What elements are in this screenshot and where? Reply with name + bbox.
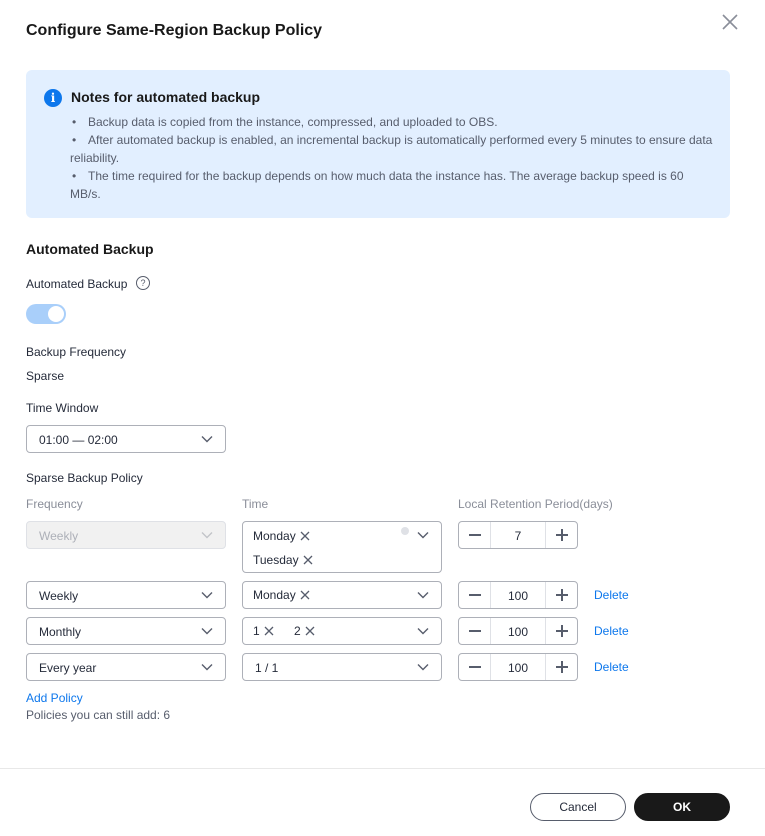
increment-button[interactable]: [545, 618, 577, 644]
dialog-title: Configure Same-Region Backup Policy: [26, 22, 323, 39]
chevron-down-icon: [417, 663, 429, 671]
time-tag: [253, 585, 310, 605]
retention-stepper-row3: [458, 617, 578, 645]
time-select-row4[interactable]: [242, 653, 442, 681]
toggle-knob: [48, 306, 64, 322]
time-window-select[interactable]: [26, 425, 226, 453]
time-tag: [253, 550, 313, 570]
time-tag-label: 2: [294, 624, 301, 638]
remove-tag-icon[interactable]: [264, 626, 274, 636]
chevron-down-icon: [417, 531, 429, 539]
ok-button[interactable]: OK: [634, 793, 730, 821]
remove-tag-icon[interactable]: [300, 590, 310, 600]
cancel-button[interactable]: Cancel: [530, 793, 626, 821]
retention-value[interactable]: 100: [507, 589, 529, 603]
backup-frequency-value: Sparse: [26, 369, 65, 383]
decrement-button[interactable]: [459, 582, 491, 608]
retention-stepper-row2: [458, 581, 578, 609]
footer-divider: [0, 768, 765, 769]
decrement-button[interactable]: [459, 522, 491, 548]
chevron-down-icon: [201, 531, 213, 539]
automated-backup-label: Automated Backup: [26, 277, 128, 291]
frequency-select-row4[interactable]: [26, 653, 226, 681]
frequency-value: Weekly: [39, 589, 79, 603]
info-icon: i: [44, 89, 62, 107]
column-header-frequency: Frequency: [26, 497, 83, 511]
backup-frequency-label: Backup Frequency: [26, 345, 127, 359]
notice-list: [70, 113, 715, 203]
add-policy-link[interactable]: Add Policy: [26, 691, 83, 705]
time-tag-label: Monday: [253, 529, 296, 543]
delete-policy-link[interactable]: Delete: [594, 624, 629, 638]
retention-stepper-row4: [458, 653, 578, 681]
remove-tag-icon[interactable]: [303, 555, 313, 565]
decrement-button[interactable]: [459, 618, 491, 644]
frequency-value: Weekly: [39, 529, 79, 543]
retention-stepper-row1: [458, 521, 578, 549]
frequency-select-row3[interactable]: [26, 617, 226, 645]
time-tag: [253, 526, 310, 546]
chevron-down-icon: [417, 591, 429, 599]
increment-button[interactable]: [545, 654, 577, 680]
chevron-down-icon: [201, 591, 213, 599]
frequency-select-row1: [26, 521, 226, 549]
retention-value[interactable]: 100: [507, 661, 529, 675]
time-multiselect-row1[interactable]: [242, 521, 442, 573]
notice-item: • After automated backup is enabled, an incremental backup is automatically performed every 5 minutes to ensure data reliability.: [70, 131, 715, 167]
time-window-value: 01:00 — 02:00: [39, 433, 118, 447]
time-value: 1 / 1: [255, 661, 279, 675]
help-icon[interactable]: ?: [136, 276, 150, 290]
time-multiselect-row3[interactable]: [242, 617, 442, 645]
notice-item: • The time required for the backup depends on how much data the instance has. The average backup speed is 60 MB/s.: [70, 167, 715, 203]
chevron-down-icon: [201, 435, 213, 443]
chevron-down-icon: [201, 627, 213, 635]
retention-value[interactable]: 100: [507, 625, 529, 639]
time-tag-label: Monday: [253, 588, 296, 602]
time-tag: [294, 621, 315, 641]
sparse-policy-label: Sparse Backup Policy: [26, 471, 143, 485]
column-header-retention: Local Retention Period(days): [458, 497, 613, 511]
section-title-automated-backup: Automated Backup: [26, 241, 154, 257]
chevron-down-icon: [417, 627, 429, 635]
time-tag: [253, 621, 274, 641]
frequency-value: Every year: [39, 661, 97, 675]
close-icon[interactable]: [720, 12, 740, 32]
remaining-policies-note: Policies you can still add: 6: [26, 708, 171, 722]
increment-button[interactable]: [545, 582, 577, 608]
notice-item: • Backup data is copied from the instance, compressed, and uploaded to OBS.: [70, 113, 715, 131]
frequency-select-row2[interactable]: [26, 581, 226, 609]
notice-panel: [26, 70, 730, 218]
retention-value[interactable]: 7: [514, 529, 522, 543]
notice-title: Notes for automated backup: [71, 89, 261, 105]
increment-button[interactable]: [545, 522, 577, 548]
chevron-down-icon: [201, 663, 213, 671]
remove-tag-icon[interactable]: [305, 626, 315, 636]
delete-policy-link[interactable]: Delete: [594, 660, 629, 674]
time-multiselect-row2[interactable]: [242, 581, 442, 609]
time-tag-label: 1: [253, 624, 260, 638]
remove-tag-icon[interactable]: [300, 531, 310, 541]
time-window-label: Time Window: [26, 401, 99, 415]
column-header-time: Time: [242, 497, 269, 511]
frequency-value: Monthly: [39, 625, 82, 639]
decrement-button[interactable]: [459, 654, 491, 680]
delete-policy-link[interactable]: Delete: [594, 588, 629, 602]
scroll-indicator: [401, 527, 409, 535]
time-tag-label: Tuesday: [253, 553, 299, 567]
automated-backup-toggle[interactable]: [26, 304, 66, 324]
